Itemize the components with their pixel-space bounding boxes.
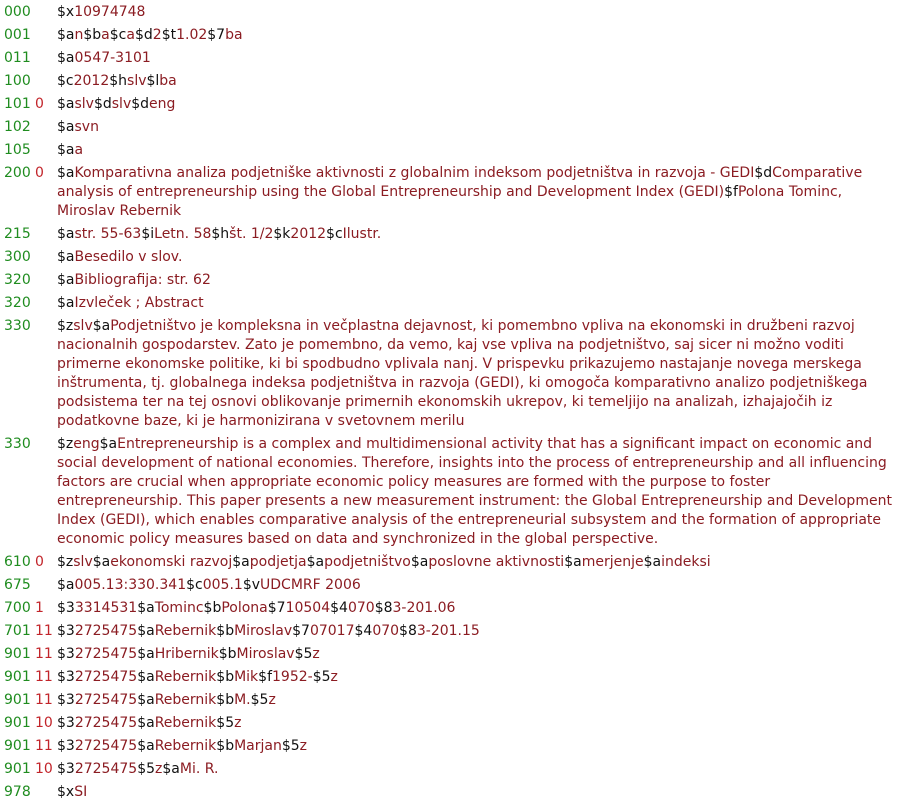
subfield-value: ba	[225, 27, 243, 43]
subfield-code: $b	[83, 27, 102, 43]
field-row	[0, 691, 900, 714]
subfield-value: Rebernik	[154, 692, 217, 708]
field-tag: 978	[4, 784, 31, 800]
subfield-code: $7	[207, 27, 226, 43]
field-row	[0, 95, 900, 118]
subfield-code: $4	[330, 600, 348, 616]
subfield-value: Ilustr.	[342, 226, 382, 242]
subfield-code: $d	[134, 27, 153, 43]
field-content	[57, 3, 897, 22]
subfield-code: $7	[292, 623, 310, 639]
subfield-code: $a	[57, 119, 75, 135]
subfield-code: $f	[724, 184, 738, 200]
subfield-value: slv	[111, 96, 132, 112]
subfield-value: 1.02	[176, 27, 208, 43]
subfield-value: 10504	[285, 600, 331, 616]
field-tag: 610	[4, 554, 31, 570]
subfield-code: $k	[273, 226, 291, 242]
field-tag: 701	[4, 623, 31, 639]
subfield-value: eng	[73, 436, 100, 452]
field-content	[57, 49, 897, 68]
subfield-code: $h	[211, 226, 230, 242]
field-row	[0, 317, 900, 435]
subfield-code: $b	[216, 623, 235, 639]
subfield-code: $8	[399, 623, 417, 639]
subfield-code: $5	[137, 761, 156, 777]
field-row	[0, 714, 900, 737]
field-tag: 901	[4, 692, 31, 708]
subfield-value: 005.1	[202, 577, 243, 593]
subfield-value: Tominc	[154, 600, 204, 616]
subfield-code: $b	[216, 738, 235, 754]
subfield-value: 2725475	[74, 669, 138, 685]
subfield-code: $d	[93, 96, 112, 112]
subfield-value: 2725475	[74, 761, 138, 777]
field-content	[57, 576, 897, 595]
field-row	[0, 553, 900, 576]
subfield-code: $c	[57, 73, 74, 89]
subfield-value: Rebernik	[154, 623, 217, 639]
field-indicator: 0	[35, 554, 44, 570]
field-content	[57, 271, 897, 290]
subfield-value: 2012	[290, 226, 327, 242]
field-tag: 001	[4, 27, 31, 43]
field-row	[0, 622, 900, 645]
field-content	[57, 691, 897, 710]
field-row	[0, 737, 900, 760]
subfield-value: Hribernik	[154, 646, 219, 662]
field-row	[0, 294, 900, 317]
subfield-value: Besedilo v slov.	[74, 249, 183, 265]
field-tag: 320	[4, 272, 31, 288]
field-tag: 901	[4, 738, 31, 754]
subfield-value: 2	[152, 27, 162, 43]
subfield-value: Mik	[234, 669, 259, 685]
subfield-code: $a	[137, 738, 155, 754]
field-indicator: 11	[35, 669, 53, 685]
subfield-value: 10974748	[74, 4, 146, 20]
subfield-code: $a	[137, 715, 155, 731]
field-content	[57, 599, 897, 618]
subfield-code: $a	[57, 142, 75, 158]
field-content	[57, 783, 897, 802]
field-tag: 300	[4, 249, 31, 265]
subfield-code: $a	[232, 554, 250, 570]
field-tag: 011	[4, 50, 31, 66]
field-tag: 901	[4, 715, 31, 731]
subfield-code: $x	[57, 4, 75, 20]
field-tag: 901	[4, 761, 31, 777]
field-tag: 100	[4, 73, 31, 89]
subfield-value: 070	[347, 600, 375, 616]
field-content	[57, 714, 897, 733]
subfield-value: 3-201.15	[416, 623, 480, 639]
subfield-value: 2725475	[74, 692, 138, 708]
field-content	[57, 26, 897, 45]
subfield-value: Podjetništvo je kompleksna in večplastna dejavnost, ki pomembno vpliva na ekonomski in družbeni razvoj nacionalnih gospodarstev. Zato je pomembno, da vemo, kaj vse vpliva na podjetništvo, saj sicer ni možno voditi primerne ekonomske politike, ki bi spodbudno vplivala nanj. V prispevku prikazujemo nastajanje novega merskega inštrumenta, tj. globalnega indeksa podjetništva in razvoja (GEDI), ki omogoča komparativno analizo podjetniškega podsistema ter na tej osnovi oblikovanje primernih ekonomskih ukrepov, ki temeljijo na analizah, izhajajočih iz podatkovne baze, ki je harmonizirana v svetovnem merilu	[57, 318, 868, 429]
field-tag: 101	[4, 96, 31, 112]
field-row	[0, 49, 900, 72]
subfield-value: 07017	[309, 623, 355, 639]
subfield-code: $5	[281, 738, 300, 754]
field-row	[0, 248, 900, 271]
subfield-code: $a	[410, 554, 429, 570]
subfield-code: $3	[57, 761, 75, 777]
subfield-value: z	[330, 669, 338, 685]
field-row	[0, 435, 900, 553]
subfield-code: $z	[57, 554, 74, 570]
subfield-value: n	[74, 27, 84, 43]
field-indicator: 10	[35, 761, 53, 777]
subfield-code: $4	[354, 623, 373, 639]
subfield-value: Rebernik	[154, 669, 217, 685]
field-content	[57, 317, 897, 431]
subfield-value: podjetništvo	[324, 554, 411, 570]
subfield-value: a	[126, 27, 135, 43]
subfield-value: Polona	[221, 600, 268, 616]
field-indicator: 0	[35, 96, 44, 112]
subfield-value: 1952-	[272, 669, 313, 685]
subfield-code: $a	[306, 554, 325, 570]
field-row	[0, 72, 900, 95]
field-row	[0, 26, 900, 49]
subfield-code: $a	[137, 646, 155, 662]
field-content	[57, 737, 897, 756]
field-indicator: 11	[35, 738, 53, 754]
subfield-code: $3	[57, 738, 75, 754]
subfield-value: UDCMRF 2006	[260, 577, 361, 593]
subfield-value: Rebernik	[154, 715, 217, 731]
field-row	[0, 118, 900, 141]
subfield-value: 2725475	[74, 623, 138, 639]
subfield-code: $a	[57, 272, 75, 288]
subfield-value: M.	[234, 692, 251, 708]
subfield-code: $a	[57, 96, 75, 112]
field-tag: 000	[4, 4, 31, 20]
subfield-value: Izvleček ; Abstract	[74, 295, 204, 311]
subfield-value: indeksi	[661, 554, 711, 570]
field-content	[57, 95, 897, 114]
subfield-value: Entrepreneurship is a complex and multidimensional activity that has a significant impact on economic and social development of national economies. Therefore, insights into the process of entrepreneurship and all influencing factors are crucial when appropriate economic policy measures are formed with the purpose to foster entrepreneurship. This paper presents a new measurement instrument: the Global Entrepreneurship and Development Index (GEDI), which enables comparative analysis of the entrepreneurial subsystem and the formation of appropriate economic policy measures based on data and synchronized in the global perspective.	[57, 436, 892, 547]
field-row	[0, 599, 900, 622]
subfield-code: $5	[216, 715, 235, 731]
subfield-value: št. 1/2	[229, 226, 274, 242]
field-tag: 102	[4, 119, 31, 135]
subfield-value: 3314531	[74, 600, 138, 616]
subfield-code: $5	[294, 646, 313, 662]
field-tag: 700	[4, 600, 31, 616]
subfield-value: Komparativna analiza podjetniške aktivnosti z globalnim indeksom podjetništva in razvoja - GEDI	[74, 165, 755, 181]
field-tag: 105	[4, 142, 31, 158]
subfield-code: $a	[643, 554, 662, 570]
subfield-code: $z	[57, 436, 74, 452]
subfield-code: $i	[141, 226, 155, 242]
field-row	[0, 668, 900, 691]
subfield-value: slv	[73, 554, 93, 570]
subfield-code: $b	[216, 669, 235, 685]
field-content	[57, 435, 897, 549]
field-content	[57, 225, 897, 244]
subfield-code: $b	[218, 646, 237, 662]
subfield-value: a	[74, 142, 84, 158]
subfield-code: $3	[57, 600, 75, 616]
field-tag: 330	[4, 436, 31, 452]
subfield-value: merjenje	[581, 554, 644, 570]
field-tag: 901	[4, 669, 31, 685]
subfield-value: Miroslav	[236, 646, 295, 662]
subfield-code: $a	[137, 669, 155, 685]
subfield-code: $f	[258, 669, 272, 685]
subfield-value: z	[312, 646, 320, 662]
subfield-value: z	[268, 692, 276, 708]
subfield-code: $3	[57, 623, 75, 639]
subfield-value: 0547-3101	[74, 50, 151, 66]
subfield-value: Rebernik	[154, 738, 217, 754]
subfield-code: $c	[109, 27, 127, 43]
subfield-value: 3-201.06	[392, 600, 456, 616]
subfield-value: Marjan	[234, 738, 282, 754]
subfield-value: Polona Tominc, Miroslav Rebernik	[57, 184, 843, 219]
subfield-value: z	[299, 738, 308, 754]
subfield-value: Mi. R.	[179, 761, 219, 777]
field-row	[0, 576, 900, 599]
subfield-value: Comparative analysis of entrepreneurship using the Global Entrepreneurship and Development Index (GEDI)	[57, 165, 863, 200]
subfield-code: $t	[161, 27, 177, 43]
subfield-code: $a	[57, 577, 75, 593]
field-indicator: 11	[35, 692, 53, 708]
subfield-code: $8	[374, 600, 393, 616]
field-content	[57, 164, 897, 221]
field-row	[0, 783, 900, 806]
subfield-value: Miroslav	[234, 623, 293, 639]
subfield-value: 2725475	[74, 715, 138, 731]
field-indicator: 11	[35, 623, 53, 639]
field-indicator: 10	[35, 715, 53, 731]
subfield-code: $a	[137, 623, 155, 639]
subfield-code: $a	[57, 295, 75, 311]
field-content	[57, 553, 897, 572]
subfield-value: 005.13:330.341	[74, 577, 187, 593]
subfield-value: ba	[159, 73, 177, 89]
field-content	[57, 118, 897, 137]
subfield-code: $b	[203, 600, 222, 616]
subfield-value: eng	[149, 96, 176, 112]
subfield-code: $a	[137, 692, 155, 708]
subfield-code: $h	[109, 73, 128, 89]
field-tag: 215	[4, 226, 31, 242]
subfield-code: $a	[137, 600, 155, 616]
subfield-value: Bibliografija: str. 62	[74, 272, 211, 288]
subfield-code: $3	[57, 669, 75, 685]
subfield-value: podjetja	[249, 554, 307, 570]
subfield-code: $a	[99, 436, 118, 452]
subfield-code: $v	[242, 577, 261, 593]
subfield-value: slv	[73, 318, 93, 334]
field-indicator: 11	[35, 646, 53, 662]
subfield-code: $3	[57, 646, 75, 662]
subfield-code: $a	[57, 249, 75, 265]
field-row	[0, 271, 900, 294]
subfield-value: slv	[127, 73, 147, 89]
subfield-value: 070	[372, 623, 400, 639]
subfield-code: $d	[131, 96, 150, 112]
subfield-value: ekonomski razvoj	[110, 554, 233, 570]
subfield-value: 2725475	[74, 738, 138, 754]
subfield-code: $a	[92, 318, 111, 334]
subfield-code: $c	[326, 226, 343, 242]
field-row	[0, 760, 900, 783]
subfield-value: a	[101, 27, 110, 43]
field-content	[57, 294, 897, 313]
field-content	[57, 760, 897, 779]
subfield-code: $7	[267, 600, 286, 616]
field-content	[57, 668, 897, 687]
field-indicator: 0	[35, 165, 44, 181]
subfield-code: $a	[57, 27, 75, 43]
subfield-value: 2012	[73, 73, 110, 89]
subfield-code: $c	[186, 577, 203, 593]
subfield-code: $z	[57, 318, 74, 334]
field-tag: 901	[4, 646, 31, 662]
subfield-value: str. 55-63	[74, 226, 142, 242]
subfield-code: $5	[250, 692, 269, 708]
field-content	[57, 72, 897, 91]
field-content	[57, 248, 897, 267]
subfield-code: $b	[216, 692, 235, 708]
subfield-code: $a	[57, 50, 75, 66]
subfield-value: svn	[74, 119, 99, 135]
subfield-code: $a	[92, 554, 111, 570]
subfield-value: SI	[74, 784, 88, 800]
subfield-value: 2725475	[74, 646, 138, 662]
subfield-code: $a	[57, 226, 75, 242]
field-tag: 675	[4, 577, 31, 593]
subfield-code: $a	[564, 554, 582, 570]
field-content	[57, 141, 897, 160]
subfield-code: $x	[57, 784, 75, 800]
field-tag: 330	[4, 318, 31, 334]
field-row	[0, 3, 900, 26]
field-content	[57, 622, 897, 641]
subfield-code: $3	[57, 715, 75, 731]
field-row	[0, 141, 900, 164]
subfield-code: $d	[754, 165, 773, 181]
subfield-value: Letn. 58	[154, 226, 212, 242]
subfield-value: poslovne aktivnosti	[428, 554, 565, 570]
field-tag: 200	[4, 165, 31, 181]
subfield-code: $5	[312, 669, 331, 685]
subfield-code: $a	[162, 761, 180, 777]
field-tag: 320	[4, 295, 31, 311]
field-content	[57, 645, 897, 664]
subfield-value: slv	[74, 96, 94, 112]
field-indicator: 1	[35, 600, 44, 616]
subfield-value: z	[234, 715, 242, 731]
field-row	[0, 225, 900, 248]
field-row	[0, 645, 900, 668]
subfield-value: z	[155, 761, 163, 777]
field-row	[0, 164, 900, 225]
subfield-code: $l	[146, 73, 160, 89]
subfield-code: $a	[57, 165, 75, 181]
subfield-code: $3	[57, 692, 75, 708]
